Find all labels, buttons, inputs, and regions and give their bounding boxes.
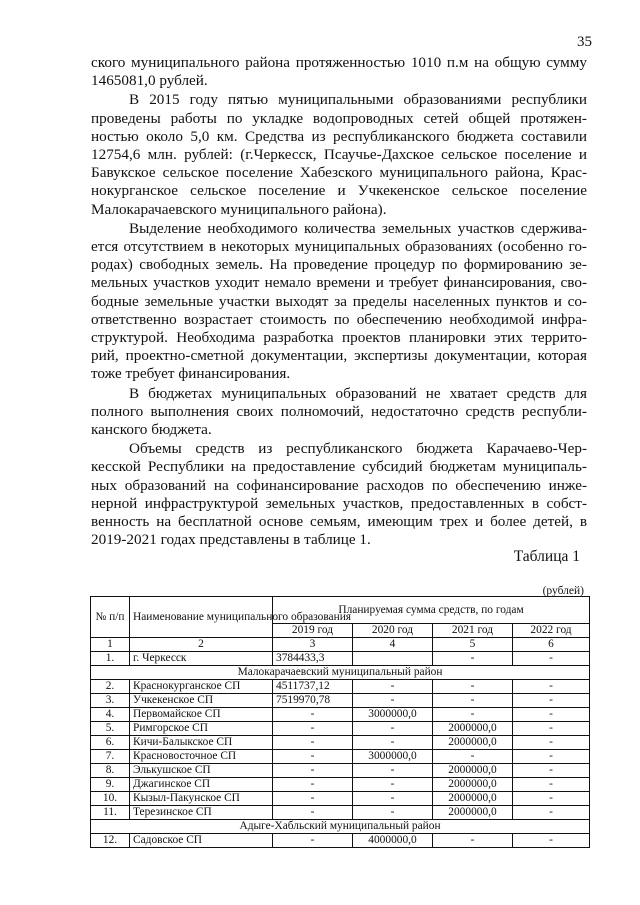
table-row: [91, 778, 590, 792]
table-row: [91, 764, 590, 778]
amount-2022: -: [513, 694, 590, 708]
amount-2020: -: [353, 722, 433, 736]
municipality-name: Элькушское СП: [130, 764, 273, 778]
row-number: 1.: [91, 652, 130, 666]
municipality-name: Римгорское СП: [130, 722, 273, 736]
amount-2019: -: [273, 806, 353, 820]
paragraph-budget-shortage: [91, 385, 587, 440]
paragraph-land-allocation: [91, 220, 587, 384]
municipality-name: Кичи-Балыкское СП: [130, 736, 273, 750]
text-line: ется отсутствием в некоторых муниципальных образованиях (особенно го-: [91, 238, 587, 256]
municipality-name: Краснокурганское СП: [130, 680, 273, 694]
amount-2022: -: [513, 680, 590, 694]
text-line: Объемы средств из республиканского бюджета Карачаево-Чер-: [129, 440, 587, 458]
amount-2022: -: [513, 834, 590, 848]
amount-2019: -: [273, 750, 353, 764]
section-heading-adyge-khablsky: Адыге-Хабльский муниципальный район: [91, 820, 590, 834]
municipality-name: Учкекенское СП: [130, 694, 273, 708]
row-number: 8.: [91, 764, 130, 778]
column-number: 6: [513, 638, 590, 652]
amount-2022: -: [513, 764, 590, 778]
municipality-name: г. Черкесск: [130, 652, 273, 666]
amount-2022: -: [513, 722, 590, 736]
text-line: нокурганское сельское поселение и Учкекенское сельское поселение: [91, 182, 587, 200]
amount-2019: -: [273, 778, 353, 792]
text-line: ответственно возрастает стоимость по обеспечению необходимой инфра-: [91, 310, 587, 328]
text-line: кесской Республики на предоставление субсидий бюджетам муниципаль-: [91, 458, 587, 476]
municipality-name: Кызыл-Пакунское СП: [130, 792, 273, 806]
paragraph-subsidy-volumes: [91, 440, 587, 549]
text-line: ных образований на софинансирование расходов по обеспечению инже-: [91, 476, 587, 494]
amount-2020: -: [353, 778, 433, 792]
amount-2019: -: [273, 736, 353, 750]
table-row: [91, 806, 590, 820]
paragraph-water-networks: [91, 91, 587, 218]
column-number: 4: [353, 638, 433, 652]
amount-2021: 2000000,0: [433, 806, 513, 820]
subsidy-table: [90, 596, 590, 848]
row-number: 7.: [91, 750, 130, 764]
header-name: Наименование муниципального образования: [130, 597, 273, 638]
amount-2022: -: [513, 736, 590, 750]
row-number: 11.: [91, 806, 130, 820]
column-number: 2: [130, 638, 273, 652]
amount-2020: -: [353, 806, 433, 820]
amount-2020: -: [353, 680, 433, 694]
amount-2019: -: [273, 764, 353, 778]
header-year-2020: 2020 год: [353, 624, 433, 638]
row-number: 4.: [91, 708, 130, 722]
table-row: [91, 750, 590, 764]
municipality-name: Терезинское СП: [130, 806, 273, 820]
text-line: полного выполнения своих полномочий, недостаточно средств республи-: [91, 402, 587, 420]
row-number: 12.: [91, 834, 130, 848]
municipality-name: Джагинское СП: [130, 778, 273, 792]
amount-2021: 2000000,0: [433, 722, 513, 736]
row-number: 9.: [91, 778, 130, 792]
municipality-name: Красновосточное СП: [130, 750, 273, 764]
column-number: 3: [273, 638, 353, 652]
text-line: 2019-2021 годах представлены в таблице 1.: [91, 531, 371, 549]
text-line: канского бюджета.: [91, 421, 212, 439]
unit-note: (рублей): [542, 585, 584, 597]
municipality-name: Первомайское СП: [130, 708, 273, 722]
text-line: нерной инфраструктурой земельных участков, предоставленных в собст-: [91, 494, 587, 512]
table-row: [91, 792, 590, 806]
section-row: [91, 820, 590, 834]
amount-2021: -: [433, 708, 513, 722]
text-line: В 2015 году пятью муниципальными образованиями республики: [129, 91, 587, 109]
text-line: Выделение необходимого количества земельных участков сдержива-: [129, 219, 587, 237]
text-line: венность на бесплатной основе семьям, имеющим трех и более детей, в: [91, 513, 587, 531]
column-number: 5: [433, 638, 513, 652]
header-year-2021: 2021 год: [433, 624, 513, 638]
header-planned-amount: Планируемая сумма средств, по годам: [273, 597, 590, 624]
amount-2020: 3000000,0: [353, 708, 433, 722]
amount-2019: -: [273, 708, 353, 722]
text-line: ского муниципального района протяженностью 1010 п.м на общую сумму: [91, 54, 587, 71]
table-row: [91, 722, 590, 736]
text-line: Малокарачаевского муниципального района).: [91, 200, 387, 218]
amount-2020: 4000000,0: [353, 834, 433, 848]
header-year-2022: 2022 год: [513, 624, 590, 638]
amount-2021: 2000000,0: [433, 792, 513, 806]
amount-2022: -: [513, 792, 590, 806]
row-number: 10.: [91, 792, 130, 806]
text-line: проведены работы по укладке водопроводных сетей общей протяжен-: [91, 109, 587, 127]
amount-2022: -: [513, 750, 590, 764]
text-line: родах) свободных земель. На проведение процедур по формированию зе-: [91, 256, 587, 274]
amount-2019: -: [273, 792, 353, 806]
text-line: В бюджетах муниципальных образований не хватает средств для: [129, 384, 587, 402]
amount-2021: 2000000,0: [433, 778, 513, 792]
row-number: 5.: [91, 722, 130, 736]
header-number: № п/п: [91, 597, 130, 638]
column-number-row: [91, 638, 590, 652]
amount-2021: -: [433, 834, 513, 848]
amount-2020: 3000000,0: [353, 750, 433, 764]
section-heading-malokarachaevsky: Малокарачаевский муниципальный район: [91, 666, 590, 680]
section-row: [91, 666, 590, 680]
text-line: ностью около 5,0 км. Средства из республиканского бюджета составили: [91, 127, 587, 145]
amount-2022: -: [513, 708, 590, 722]
amount-2020: -: [353, 694, 433, 708]
text-line: Бавукское сельское поселение Хабезского муниципального района, Крас-: [91, 164, 587, 182]
header-year-2019: 2019 год: [273, 624, 353, 638]
amount-2021: -: [433, 750, 513, 764]
amount-2021: 2000000,0: [433, 736, 513, 750]
municipality-name: Садовское СП: [130, 834, 273, 848]
amount-2021: -: [433, 680, 513, 694]
amount-2019: -: [273, 834, 353, 848]
page-number: 35: [577, 34, 592, 50]
row-number: 3.: [91, 694, 130, 708]
amount-2022: -: [513, 806, 590, 820]
text-line: рий, проектно-сметной документации, экспертизы документации, которая: [91, 347, 587, 365]
table-caption: Таблица 1: [513, 548, 580, 565]
row-number: 6.: [91, 736, 130, 750]
amount-2021: 2000000,0: [433, 764, 513, 778]
column-number: 1: [91, 638, 130, 652]
text-line: тоже требует финансирования.: [91, 365, 291, 383]
table-row: [91, 652, 590, 666]
paragraph-continuation: [91, 54, 587, 90]
table-row: [91, 708, 590, 722]
text-line: бодные земельные участки выходят за пределы населенных пунктов и со-: [91, 292, 587, 310]
text-line: 12754,6 млн. рублей: (г.Черкесск, Псаучье-Дахское сельское поселение и: [91, 146, 587, 164]
table-row: [91, 736, 590, 750]
table-row: [91, 694, 590, 708]
text-line: структурой. Необходима разработка проектов планировки этих террито-: [91, 329, 587, 347]
amount-2020: [353, 652, 433, 666]
amount-2022: -: [513, 652, 590, 666]
body-text: [91, 54, 587, 549]
amount-2020: -: [353, 792, 433, 806]
row-number: 2.: [91, 680, 130, 694]
amount-2022: -: [513, 778, 590, 792]
table-row: [91, 834, 590, 848]
amount-2020: -: [353, 736, 433, 750]
text-line: 1465081,0 рублей.: [91, 72, 208, 90]
amount-2019: 3784433,3: [273, 652, 353, 666]
amount-2021: -: [433, 652, 513, 666]
amount-2020: -: [353, 764, 433, 778]
table-row: [91, 680, 590, 694]
amount-2019: 4511737,12: [273, 680, 353, 694]
amount-2019: 7519970,78: [273, 694, 353, 708]
text-line: мельных участков уходит немало времени и требует финансирования, сво-: [91, 274, 587, 292]
amount-2021: -: [433, 694, 513, 708]
amount-2019: -: [273, 722, 353, 736]
